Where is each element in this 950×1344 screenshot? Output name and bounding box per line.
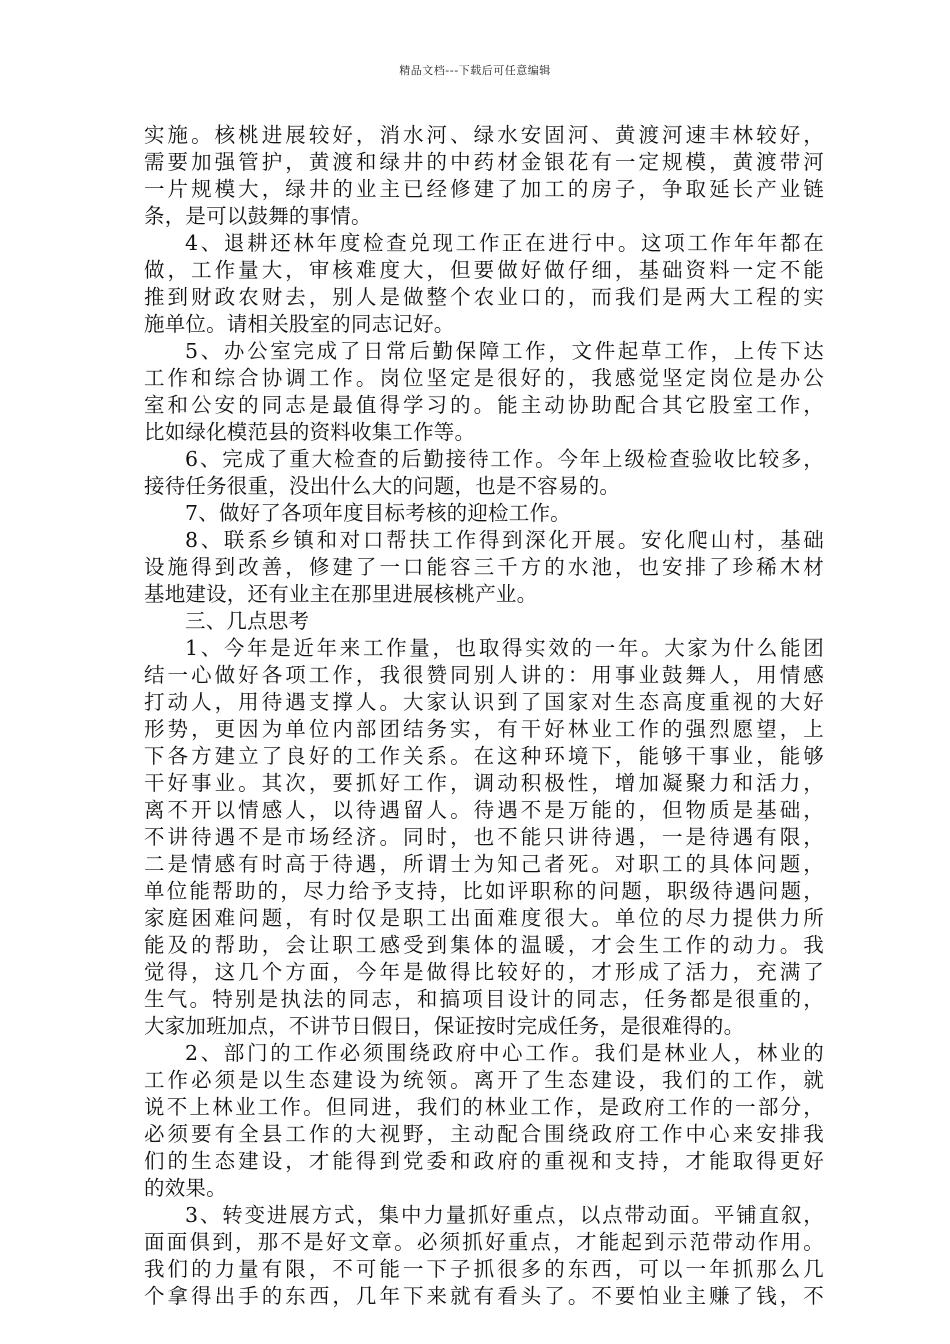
body-line: 不讲待遇不是市场经济。同时，也不能只讲待遇，一是待遇有限， <box>144 825 824 849</box>
body-line: 7、做好了各项年度目标考核的迎检工作。 <box>185 501 571 525</box>
body-line: 实施。核桃进展较好，消水河、绿水安固河、黄渡河速丰林较好， <box>144 123 824 147</box>
document-body <box>144 122 824 1310</box>
body-line: 能及的帮助，会让职工感受到集体的温暖，才会生工作的动力。我 <box>144 933 824 957</box>
body-line: 二是情感有时高于待遇，所谓士为知己者死。对职工的具体问题， <box>144 852 824 876</box>
body-line: 6、完成了重大检查的后勤接待工作。今年上级检查验收比较多， <box>185 447 824 471</box>
body-line: 基地建设，还有业主在那里进展核桃产业。 <box>144 582 538 606</box>
body-line: 打动人，用待遇支撑人。大家认识到了国家对生态高度重视的大好 <box>144 690 824 714</box>
body-line: 4、退耕还林年度检查兑现工作正在进行中。这项工作年年都在 <box>185 231 824 255</box>
body-line: 形势，更因为单位内部团结务实，有干好林业工作的强烈愿望，上 <box>144 717 824 741</box>
section-heading: 三、几点思考 <box>185 609 310 633</box>
body-line: 觉得，这几个方面，今年是做得比较好的，才形成了活力，充满了 <box>144 960 824 984</box>
body-line: 需要加强管护，黄渡和绿井的中药材金银花有一定规模，黄渡带河 <box>144 150 824 174</box>
body-line: 设施得到改善，修建了一口能容三千方的水池，也安排了珍稀木材 <box>144 555 824 579</box>
body-line: 条，是可以鼓舞的事情。 <box>144 204 372 228</box>
body-line: 比如绿化模范县的资料收集工作等。 <box>144 420 476 444</box>
body-line: 1、今年是近年来工作量，也取得实效的一年。大家为什么能团 <box>185 636 824 660</box>
body-line: 单位能帮助的，尽力给予支持，比如评职称的问题，职级待遇问题， <box>144 879 824 903</box>
page-header: 精品文档---下载后可任意编辑 <box>399 64 551 77</box>
body-line: 结一心做好各项工作，我很赞同别人讲的：用事业鼓舞人，用情感 <box>144 663 824 687</box>
body-line: 下各方建立了良好的工作关系。在这种环境下，能够干事业，能够 <box>144 744 824 768</box>
body-line: 干好事业。其次，要抓好工作，调动积极性，增加凝聚力和活力， <box>144 771 824 795</box>
body-line: 5、办公室完成了日常后勤保障工作，文件起草工作，上传下达 <box>185 339 824 363</box>
body-line: 室和公安的同志是最值得学习的。能主动协助配合其它股室工作， <box>144 393 824 417</box>
body-line: 的效果。 <box>144 1176 227 1200</box>
body-line: 我们的力量有限，不可能一下子抓很多的东西，可以一年抓那么几 <box>144 1257 824 1281</box>
body-line: 施单位。请相关股室的同志记好。 <box>144 312 455 336</box>
body-line: 工作必须是以生态建设为统领。离开了生态建设，我们的工作，就 <box>144 1068 824 1092</box>
body-line: 大家加班加点，不讲节日假日，保证按时完成任务，是很难得的。 <box>144 1014 745 1038</box>
body-line: 们的生态建设，才能得到党委和政府的重视和支持，才能取得更好 <box>144 1149 824 1173</box>
body-line: 生气。特别是执法的同志，和搞项目设计的同志，任务都是很重的， <box>144 987 824 1011</box>
body-line: 8、联系乡镇和对口帮扶工作得到深化开展。安化爬山村，基础 <box>185 528 824 552</box>
body-line: 工作和综合协调工作。岗位坚定是很好的，我感觉坚定岗位是办公 <box>144 366 824 390</box>
body-line: 离不开以情感人，以待遇留人。待遇不是万能的，但物质是基础， <box>144 798 824 822</box>
body-line: 做，工作量大，审核难度大，但要做好做仔细，基础资料一定不能 <box>144 258 824 282</box>
body-line: 面面俱到，那不是好文章。必须抓好重点，才能起到示范带动作用。 <box>144 1230 824 1254</box>
body-line: 推到财政农财去，别人是做整个农业口的，而我们是两大工程的实 <box>144 285 824 309</box>
body-line: 3、转变进展方式，集中力量抓好重点，以点带动面。平铺直叙， <box>185 1203 824 1227</box>
body-line: 个拿得出手的东西，几年下来就有看头了。不要怕业主赚了钱，不 <box>144 1284 824 1308</box>
body-line: 接待任务很重，没出什么大的问题，也是不容易的。 <box>144 474 621 498</box>
body-line: 家庭困难问题，有时仅是职工出面难度很大。单位的尽力提供力所 <box>144 906 824 930</box>
body-line: 2、部门的工作必须围绕政府中心工作。我们是林业人，林业的 <box>185 1041 824 1065</box>
body-line: 说不上林业工作。但同进，我们的林业工作，是政府工作的一部分， <box>144 1095 824 1119</box>
body-line: 一片规模大，绿井的业主已经修建了加工的房子，争取延长产业链 <box>144 177 824 201</box>
body-line: 必须要有全县工作的大视野，主动配合围绕政府工作中心来安排我 <box>144 1122 824 1146</box>
